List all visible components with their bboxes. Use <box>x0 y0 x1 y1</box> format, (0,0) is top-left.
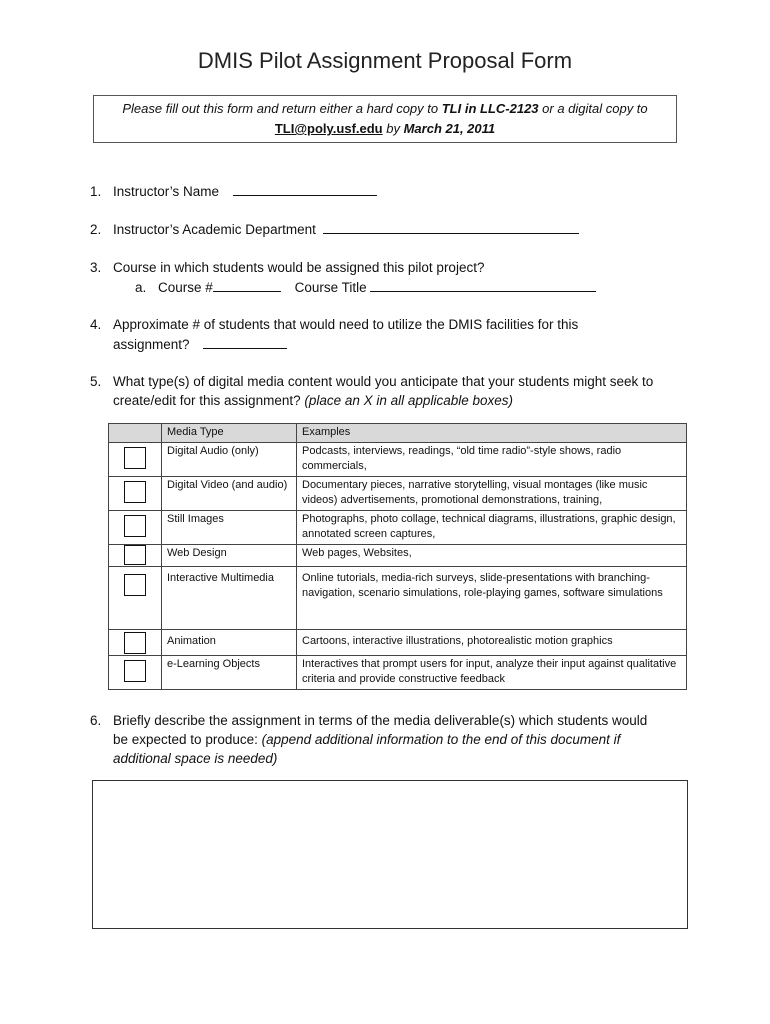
checkbox-cell <box>109 655 162 689</box>
notice-deadline: March 21, 2011 <box>403 121 496 136</box>
q5-number: 5. <box>90 374 102 389</box>
course-number-field[interactable] <box>213 277 281 292</box>
digital-audio-checkbox[interactable] <box>124 447 146 469</box>
checkbox-cell <box>109 629 162 655</box>
media-type-table <box>108 423 687 690</box>
q6-number: 6. <box>90 713 102 728</box>
examples-cell: Cartoons, interactive illustrations, photorealistic motion graphics <box>297 629 687 655</box>
page-title: DMIS Pilot Assignment Proposal Form <box>197 48 573 73</box>
q3-sub-letter: a. <box>135 280 147 295</box>
table-row <box>109 544 687 566</box>
question-6 <box>90 711 647 768</box>
table-row <box>109 655 687 689</box>
checkbox-cell <box>109 566 162 629</box>
examples-cell: Online tutorials, media-rich surveys, slide-presentations with branching-navigation, scenario simulations, role-playing games, software simulations <box>297 566 687 629</box>
checkbox-cell <box>109 544 162 566</box>
table-row <box>109 629 687 655</box>
notice-text-1: Please fill out this form and return either a hard copy to <box>122 101 442 116</box>
q1-label: Instructor’s Name <box>113 184 220 199</box>
checkbox-header <box>109 424 162 443</box>
question-3 <box>90 258 484 277</box>
email-link[interactable]: TLI@poly.usf.edu <box>274 121 383 136</box>
question-3a <box>135 277 596 297</box>
q6-line1: Briefly describe the assignment in terms of the media deliverable(s) which students would <box>113 713 648 728</box>
notice-text-2: or a digital copy to <box>538 101 648 116</box>
instructor-name-field[interactable] <box>233 181 377 196</box>
media-type-cell: Interactive Multimedia <box>162 566 297 629</box>
media-type-cell: e-Learning Objects <box>162 655 297 689</box>
examples-header: Examples <box>297 424 687 443</box>
examples-cell: Interactives that prompt users for input, analyze their input against qualitative criteria and provide constructive feedback <box>297 655 687 689</box>
q5-line1: What type(s) of digital media content would you anticipate that your students might seek to <box>113 374 654 389</box>
media-type-cell: Web Design <box>162 544 297 566</box>
still-images-checkbox[interactable] <box>124 515 146 537</box>
media-type-cell: Animation <box>162 629 297 655</box>
interactive-multimedia-checkbox[interactable] <box>124 574 146 596</box>
table-row <box>109 442 687 476</box>
q4-number: 4. <box>90 317 102 332</box>
question-4 <box>90 315 578 354</box>
media-type-cell: Still Images <box>162 510 297 544</box>
table-row <box>109 510 687 544</box>
q1-number: 1. <box>90 184 102 199</box>
course-title-label: Course Title <box>294 280 367 295</box>
q3-label: Course in which students would be assigned this pilot project? <box>113 260 485 275</box>
q6-line2: be expected to produce: <box>113 732 262 747</box>
q2-label: Instructor’s Academic Department <box>113 222 316 237</box>
checkbox-cell <box>109 442 162 476</box>
question-5 <box>90 372 653 410</box>
question-1 <box>90 181 377 201</box>
examples-cell: Podcasts, interviews, readings, “old time radio”-style shows, radio commercials, <box>297 442 687 476</box>
examples-cell: Web pages, Websites, <box>297 544 687 566</box>
table-row <box>109 566 687 629</box>
animation-checkbox[interactable] <box>124 632 146 654</box>
examples-cell: Documentary pieces, narrative storytelling, visual montages (like music videos) advertisements, promotional demonstrations, training, <box>297 476 687 510</box>
instructions-box <box>93 95 677 143</box>
student-count-field[interactable] <box>203 334 287 349</box>
web-design-checkbox[interactable] <box>124 545 146 565</box>
q6-line2-note: (append additional information to the end of this document if <box>261 732 621 747</box>
checkbox-cell <box>109 510 162 544</box>
media-type-cell: Digital Video (and audio) <box>162 476 297 510</box>
checkbox-cell <box>109 476 162 510</box>
q4-line1: Approximate # of students that would need to utilize the DMIS facilities for this <box>113 317 579 332</box>
notice-text-3: by <box>382 121 404 136</box>
q6-line3-note: additional space is needed) <box>113 751 278 766</box>
q2-number: 2. <box>90 222 102 237</box>
table-row <box>109 476 687 510</box>
department-field[interactable] <box>323 219 579 234</box>
notice-location: TLI in LLC-2123 <box>441 101 539 116</box>
question-2 <box>90 219 579 239</box>
media-type-header: Media Type <box>162 424 297 443</box>
assignment-description-textarea[interactable] <box>92 780 688 929</box>
q5-line2: create/edit for this assignment? <box>113 393 305 408</box>
table-header-row <box>109 424 687 443</box>
q4-line2: assignment? <box>113 337 190 352</box>
elearning-objects-checkbox[interactable] <box>124 660 146 682</box>
media-type-cell: Digital Audio (only) <box>162 442 297 476</box>
course-title-field[interactable] <box>370 277 596 292</box>
q3-number: 3. <box>90 260 102 275</box>
q5-line2-note: (place an X in all applicable boxes) <box>304 393 513 408</box>
digital-video-checkbox[interactable] <box>124 481 146 503</box>
course-number-label: Course # <box>158 280 213 295</box>
examples-cell: Photographs, photo collage, technical diagrams, illustrations, graphic design, annotated screen captures, <box>297 510 687 544</box>
